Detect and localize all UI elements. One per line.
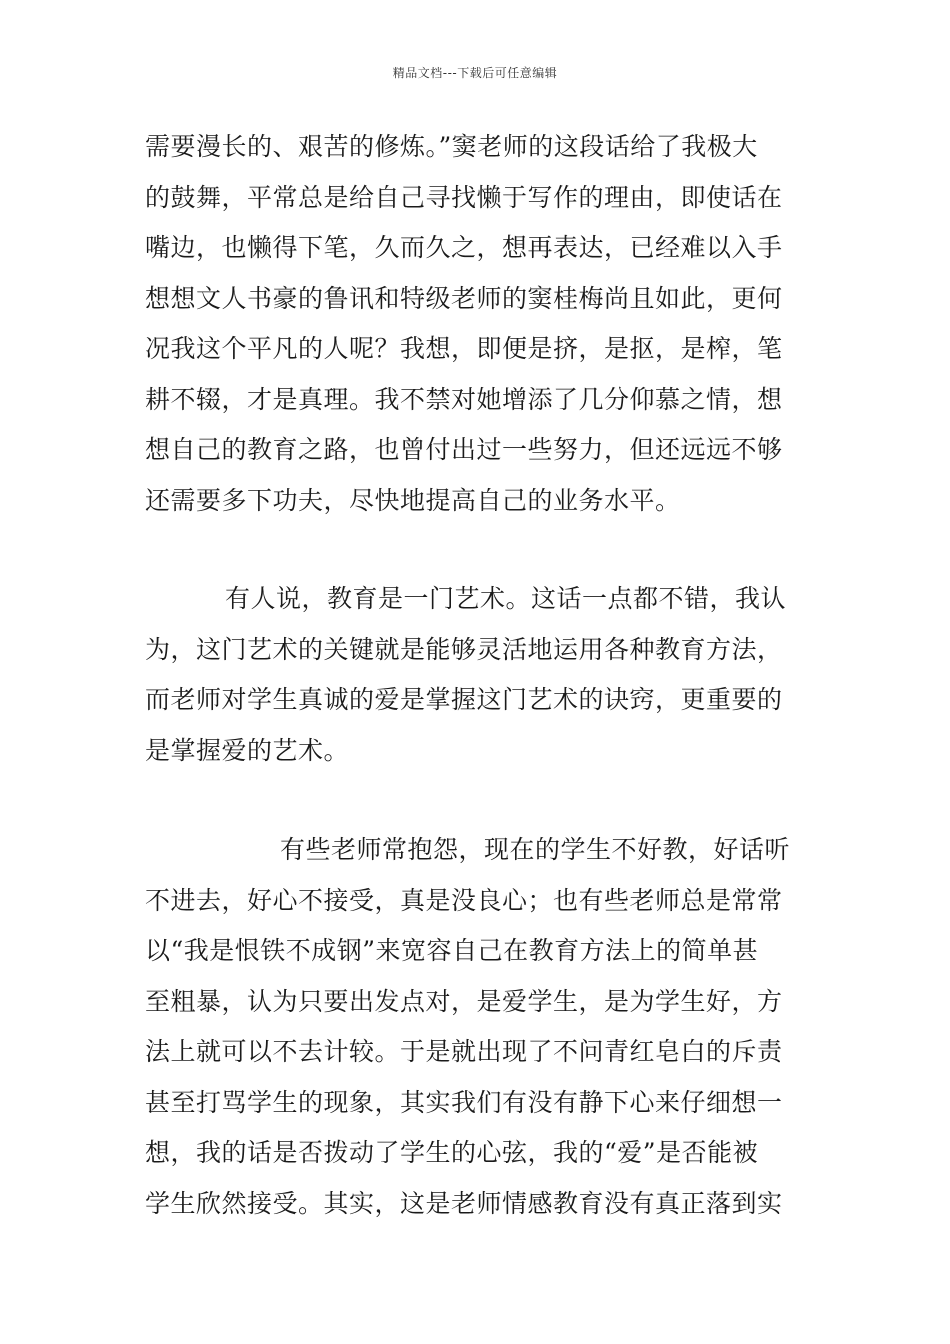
text-line: 学生欣然接受。其实，这是老师情感教育没有真正落到实 (145, 1188, 783, 1218)
text-line: 还需要多下功夫，尽快地提高自己的业务水平。 (145, 485, 681, 515)
paragraph-3 (145, 825, 810, 1229)
text-line: 的鼓舞，平常总是给自己寻找懒于写作的理由，即使话在 (145, 182, 783, 212)
text-line: 想自己的教育之路，也曾付出过一些努力，但还远远不够 (145, 435, 783, 464)
text-line: 想，我的话是否拨动了学生的心弦，我的“爱”是否能被 (145, 1138, 759, 1167)
text-line: 法上就可以不去计较。于是就出现了不问青红皂白的斥责 (145, 1037, 783, 1066)
text-line: 为，这门艺术的关键就是能够灵活地运用各种教育方法， (145, 634, 783, 664)
text-line: 是掌握爱的艺术。 (145, 735, 350, 765)
text-line: 况我这个平凡的人呢？我想，即便是挤，是抠，是榨，笔 (145, 334, 783, 363)
text-line: 不进去，好心不接受，真是没良心；也有些老师总是常常 (145, 885, 783, 915)
text-line: 耕不辍，才是真理。我不禁对她增添了几分仰慕之情，想 (145, 384, 783, 414)
paragraph-1 (145, 122, 810, 526)
text-line: 有些老师常抱怨，现在的学生不好教，好话听 (280, 835, 791, 864)
text-line: 而老师对学生真诚的爱是掌握这门艺术的诀窍，更重要的 (145, 685, 783, 714)
text-line: 嘴边，也懒得下笔，久而久之，想再表达，已经难以入手 (145, 233, 783, 262)
page-header: 精品文档---下载后可任意编辑 (392, 66, 558, 80)
text-line: 至粗暴，认为只要出发点对，是爱学生，是为学生好，方 (145, 986, 783, 1016)
text-line: 甚至打骂学生的现象，其实我们有没有静下心来仔细想一 (145, 1087, 783, 1117)
text-line: 想想文人书豪的鲁讯和特级老师的窦桂梅尚且如此，更何 (145, 283, 783, 313)
paragraph-2 (145, 574, 810, 776)
text-line: 需要漫长的、艰苦的修炼。”窦老师的这段话给了我极大 (145, 132, 758, 161)
text-line: 有人说，教育是一门艺术。这话一点都不错，我认 (225, 584, 787, 613)
text-line: 以“我是恨铁不成钢”来宽容自己在教育方法上的简单甚 (145, 936, 759, 965)
